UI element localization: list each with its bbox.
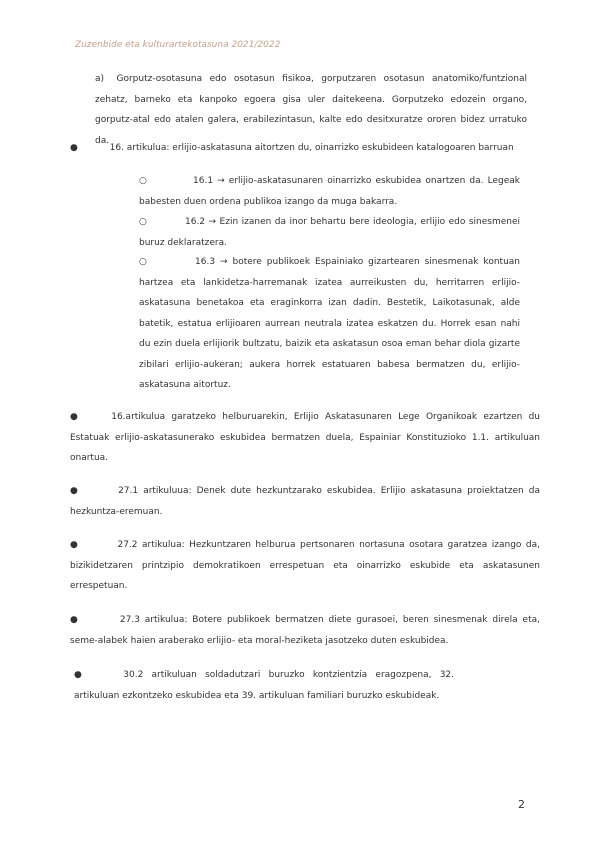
item-a-text: Gorputz-osotasuna edo osotasun fisikoa, gorputzaren osotasun anatomiko/funtzional zehatz, barneko eta kanpoko egoera gisa uler daitekeena. Gorputzeko edozein organo, gorputz-atal edo atalen galera, erabilezintasun, kalte edo desitxuratze ororen bidez urratuko da. <box>95 74 527 146</box>
bullet-icon: ● <box>70 412 82 422</box>
sub-bullet-16-3 <box>139 252 520 396</box>
bullet-icon: ● <box>70 486 81 496</box>
bullet-16-development <box>70 407 540 469</box>
bullet-27-1-text: 27.1 artikuluua: Denek dute hezkuntzarako eskubidea. Erlijio askatasuna proiektatzen da hezkuntza-eremuan. <box>70 486 540 517</box>
sub-bullet-icon: ○ <box>139 257 147 267</box>
bullet-27-3 <box>70 610 540 651</box>
sub-bullet-icon: ○ <box>139 176 147 186</box>
bullet-art16-text: 16. artikulua: erlijio-askatasuna aitortzen du, oinarrizko eskubideen katalogoaren barruan <box>109 143 514 153</box>
bullet-27-3-text: 27.3 artikulua: Botere publikoek bermatzen diete gurasoei, beren sinesmenak direla eta, seme-alabek haien araberako erlijio- eta moral-heziketa jasotzeko duten eskubidea. <box>70 615 540 646</box>
sub-bullet-16-2 <box>139 212 520 253</box>
bullet-16-development-text: 16.artikulua garatzeko helburuarekin, Erlijio Askatasunaren Lege Organikoak ezartzen du Estatuak erlijio-askatasunerako eskubidea bermatzen duela, Espainiar Konstituzioko 1.1. artikuluan onartua. <box>70 412 540 463</box>
bullet-icon: ● <box>70 143 78 153</box>
bullet-27-2 <box>70 535 540 597</box>
sub-bullet-16-3-text: 16.3 → botere publikoek Espainiako gizartearen sinesmenak kontuan hartzea eta lankidetza-harremanak izatea aurreikusten du, herritarren erlijio-askatasuna benetakoa eta eraginkorra izan dadin. Bestetik, Laikotasunak, alde batetik, estatua erlijioaren aurrean neutrala izatea eskatzen du. Horrek esan nahi du ezin duela erlijiorik bultzatu, baizik eta askatasun osoa eman behar diola gizarte zibilari erlijio-aukeran; aukera horrek estatuaren babesa bermatzen du, erlijio-askatasuna aitortuz. <box>139 257 520 390</box>
bullet-27-2-text: 27.2 artikulua: Hezkuntzaren helburua pertsonaren nortasuna osotara garatzea izango da, bizikidetzaren printzipio demokratikoen errespetuan eta oinarrizko eskubide eta askatasunen errespetuan. <box>70 540 540 591</box>
bullet-30-2 <box>74 665 454 706</box>
page-header: Zuzenbide eta kulturartekotasuna 2021/2022 <box>75 40 281 50</box>
sub-bullet-16-1 <box>139 171 520 212</box>
bullet-27-1 <box>70 481 540 522</box>
bullet-icon: ● <box>70 615 80 625</box>
sub-bullet-icon: ○ <box>139 217 147 227</box>
bullet-icon: ● <box>74 670 88 680</box>
bullet-art16 <box>70 138 540 159</box>
bullet-30-2-text: 30.2 artikuluan soldadutzari buruzko kontzientzia eragozpena, 32. artikuluan ezkontzeko eskubidea eta 39. artikuluan familiari buruzko eskubideak. <box>74 670 455 701</box>
item-a-label: a) <box>95 74 105 84</box>
bullet-icon: ● <box>70 540 80 550</box>
sub-bullet-16-2-text: 16.2 → Ezin izanen da inor behartu bere ideologia, erlijio edo sinesmenei buruz deklaratzera. <box>139 217 520 248</box>
page-number: 2 <box>518 798 525 811</box>
sub-bullet-16-1-text: 16.1 → erlijio-askatasunaren oinarrizko eskubidea onartzen da. Legeak babesten duen ordena publikoa izango da muga bakarra. <box>139 176 520 207</box>
